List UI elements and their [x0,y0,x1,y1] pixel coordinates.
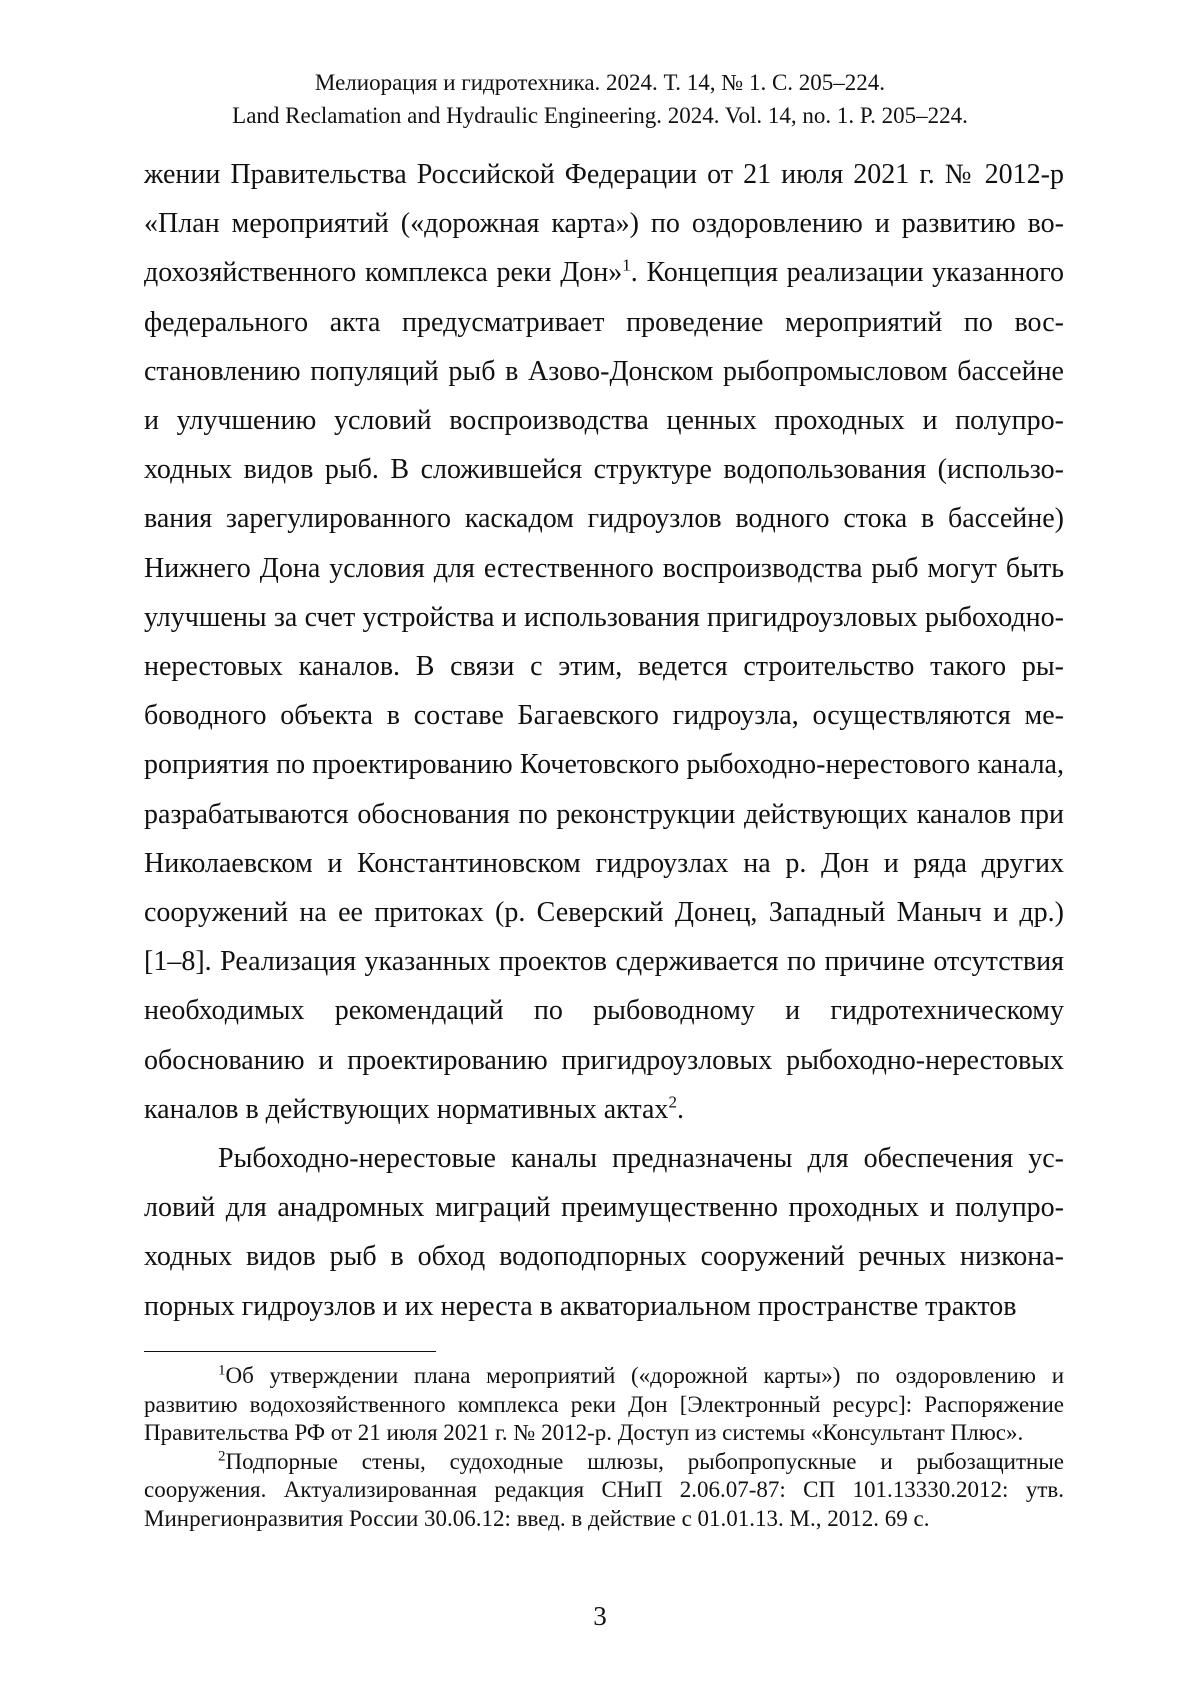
footnote-ref-2[interactable]: 2 [668,1092,677,1112]
paragraph-2: Рыбоходно-нерестовые каналы предназначены для обеспечения условий для анадромных миграций преимущественно проходных и полупроходных видов рыб в обход водоподпорных сооружений речных низконапорных гидроузлов и их нереста в акваториальном пространстве трактов [144,1143,1064,1322]
footnote-2-mark: 2 [218,1448,226,1465]
paragraph-1-middle: . Концепция реализации указанного федерального акта предусматривает проведение мероприятий по восстановлению популяций рыб в Азово-Донском рыбопромысловом бассейне и улучшению условий воспроизводства ценных проходных и полупроходных видов рыб. В сложившейся структуре водопользования (использования зарегулированного каскадом гидроузлов водного стока в бассейне) Нижнего Дона условия для естественного воспроизводства рыб могут быть улучшены за счет устройства и использования пригидроузловых рыбоходно-нерестовых каналов. В связи с этим, ведется строительство такого рыбоводного объекта в составе Багаевского гидроузла, осуществляются мероприятия по проектированию Кочетовского рыбоходно-нерестового канала, разрабатываются обоснования по реконструкции действующих каналов при Николаевском и Константиновском гидроузлах на р. Дон и ряда других сооружений на ее притоках (р. Северский Донец, Западный Маныч и др.) [1–8]. Реализация указанных проектов сдерживается по причине отсутствия необходимых рекомендаций по рыбоводному и гидротехническому обоснованию и проектированию пригидроузловых рыбоходно-нерестовых каналов в действующих нормативных актах [144,257,1064,1125]
footnote-1-text: Об утверждении плана мероприятий («дорожной карты») по оздоровлению и развитию водохозяйственного комплекса реки Дон [Электронный ресурс]: Распоряжение Правительства РФ от 21 июля 2021 г. № 2012-р. Доступ из системы «Консультант Плюс». [144,1363,1064,1446]
footnotes [144,1362,1064,1534]
paragraph-1-end: . [676,1093,684,1125]
footnote-1-mark: 1 [218,1362,226,1379]
footnote-2 [144,1448,1064,1534]
journal-citation-ru: Мелиорация и гидротехника. 2024. Т. 14, № 1. С. 205–224. [314,70,886,95]
paragraph-1-start: жении Правительства Российской Федерации от 21 июля 2021 г. № 2012-р «План мероприятий («дорожная карта») по оздоровлению и развитию водохозяйственного комплекса реки Дон» [144,159,1064,289]
footnote-separator [144,1351,436,1352]
footnote-2-text: Подпорные стены, судоходные шлюзы, рыбопропускные и рыбозащитные сооружения. Актуализированная редакция СНиП 2.06.07-87: СП 101.13330.2012: утв. Минрегионразвития России 30.06.12: введ. в действие с 01.01.13. М., 2012. 69 с. [144,1448,1064,1531]
page-number: 3 [593,1601,607,1631]
footnote-1 [144,1362,1064,1448]
footnote-ref-1[interactable]: 1 [622,256,631,276]
paragraph-1 [144,150,1064,1134]
running-header [0,66,1200,132]
journal-citation-en: Land Reclamation and Hydraulic Engineering. 2024. Vol. 14, no. 1. P. 205–224. [232,103,968,128]
main-text [144,150,1064,1331]
